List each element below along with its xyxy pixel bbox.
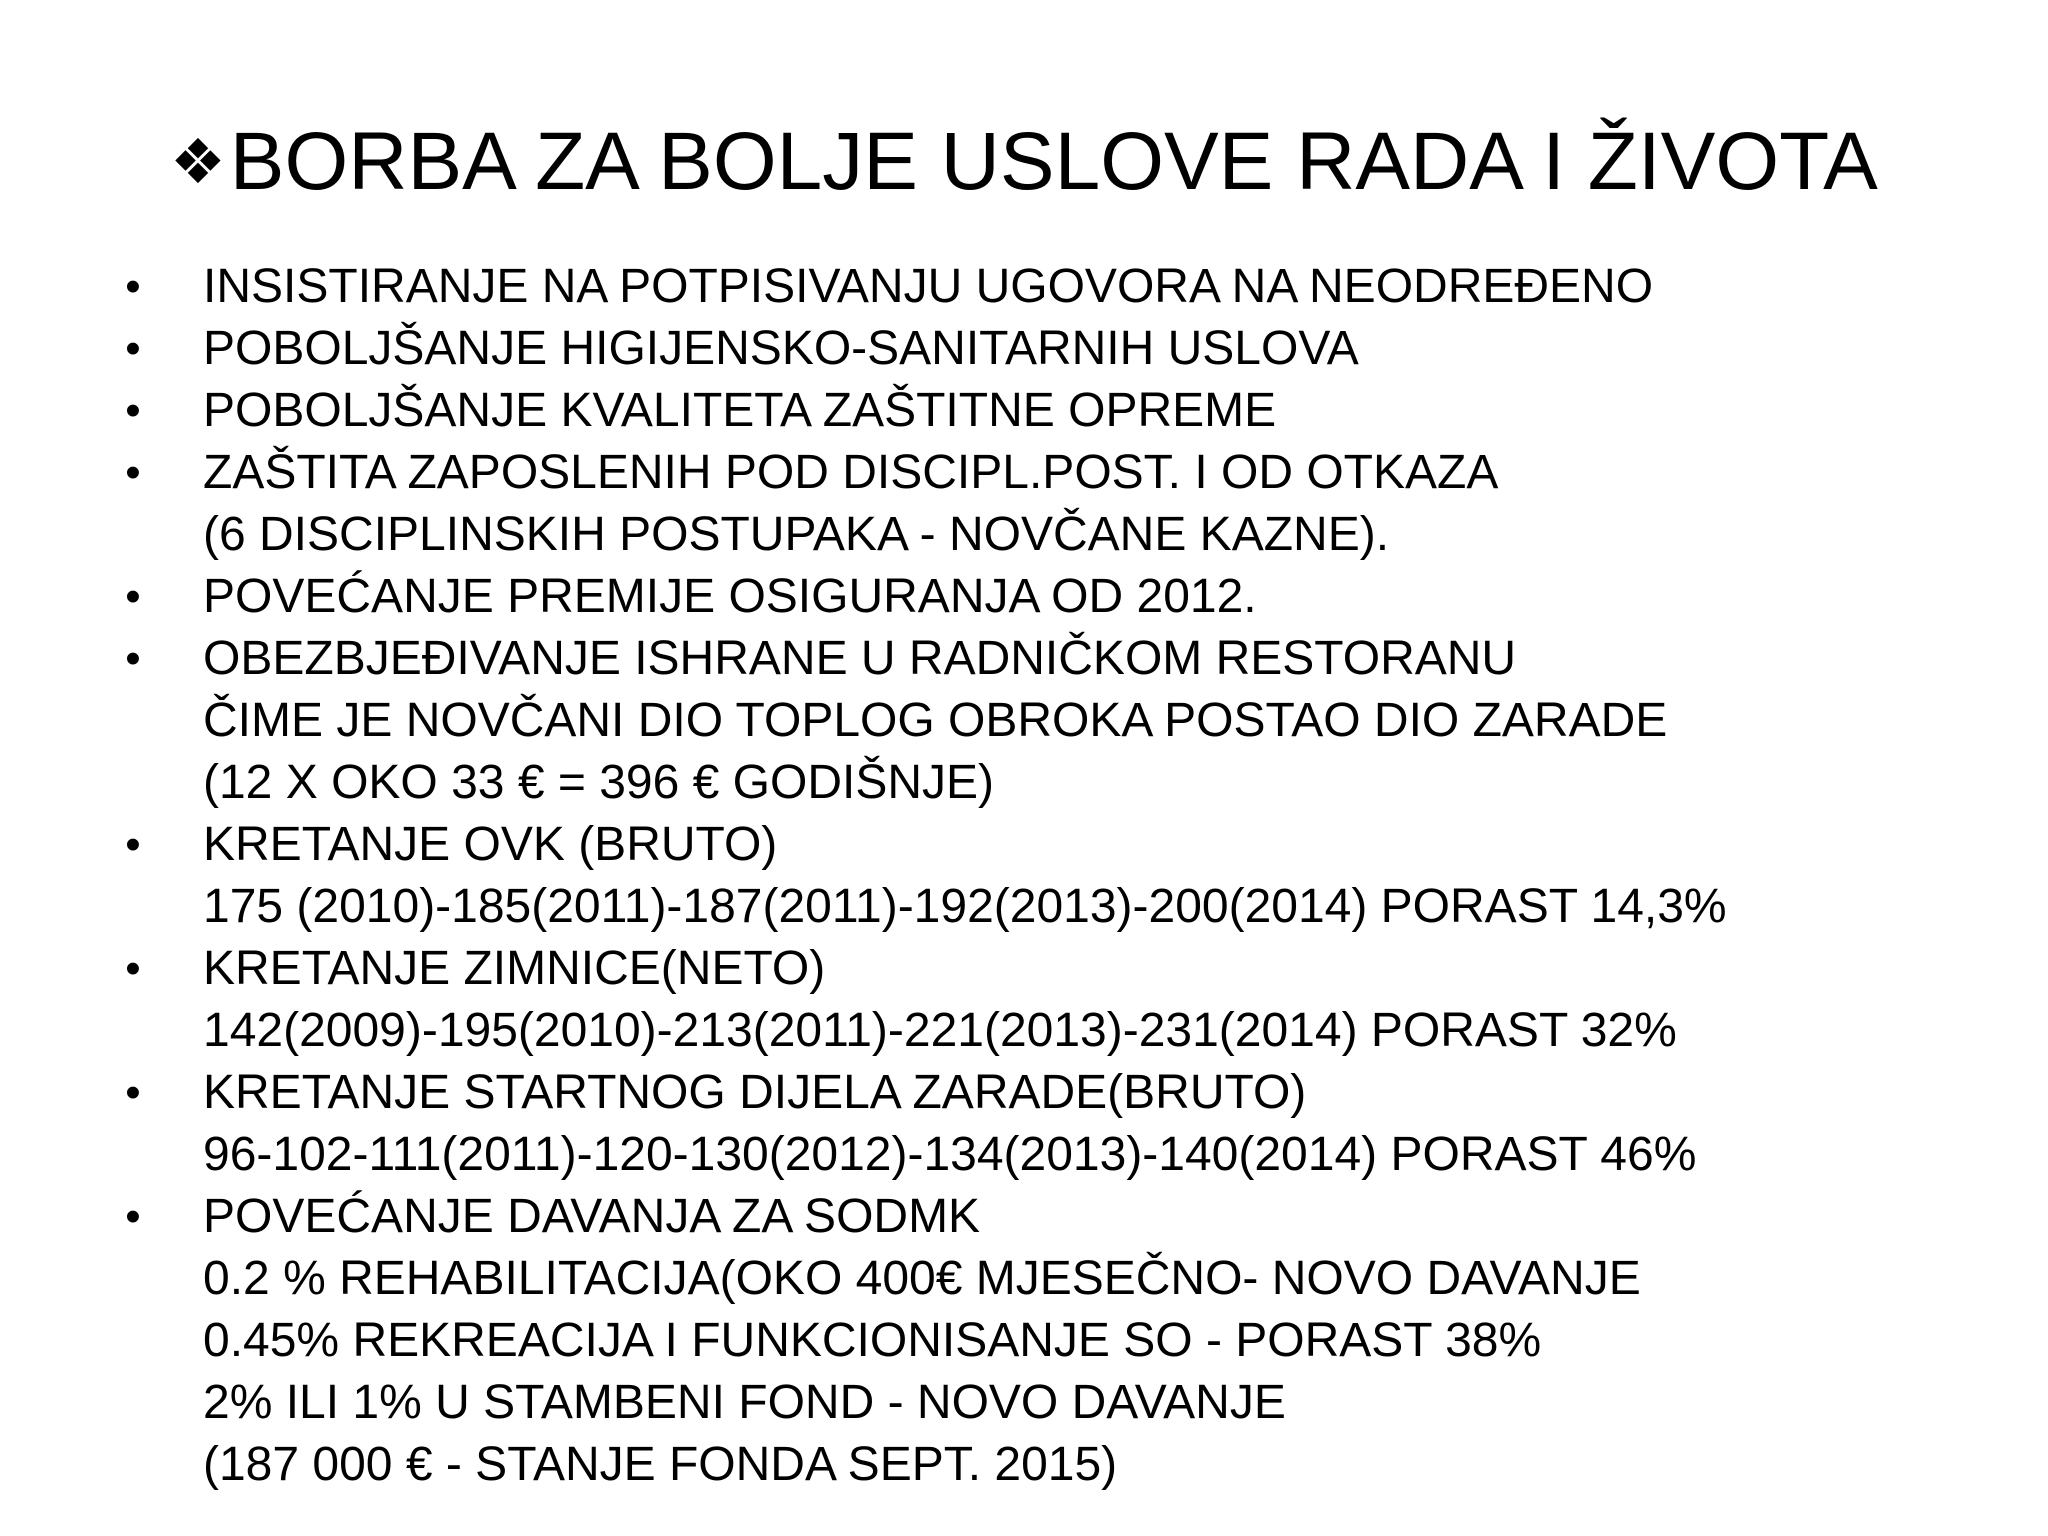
bullet-item-line: ZAŠTITA ZAPOSLENIH POD DISCIPL.POST. I OD OTKAZA (203, 446, 1499, 499)
bullet-dot-icon: • (125, 944, 141, 993)
bullet-item (118, 380, 1998, 442)
bullet-item-line: (12 X OKO 33 € = 396 € GODIŠNJE) (203, 756, 995, 809)
bullet-dot-icon: • (125, 572, 141, 621)
bullet-item-line: INSISTIRANJE NA POTPISIVANJU UGOVORA NA NEODREĐENO (203, 260, 1654, 313)
bullet-item (118, 938, 1998, 1062)
bullet-item-line: (6 DISCIPLINSKIH POSTUPAKA - NOVČANE KAZNE). (203, 508, 1390, 561)
bullet-item-line: KRETANJE ZIMNICE(NETO) (203, 942, 826, 995)
diamond-bullet-icon: ❖ (170, 128, 226, 197)
bullet-item-line: POBOLJŠANJE KVALITETA ZAŠTITNE OPREME (203, 384, 1277, 437)
bullet-item-line: KRETANJE OVK (BRUTO) (203, 818, 778, 871)
bullet-item (118, 318, 1998, 380)
bullet-item (118, 256, 1998, 318)
bullet-dot-icon: • (125, 324, 141, 373)
bullet-item-line: (187 000 € - STANJE FONDA SEPT. 2015) (203, 1438, 1118, 1491)
bullet-dot-icon: • (125, 634, 141, 683)
bullet-dot-icon: • (125, 1068, 141, 1117)
bullet-dot-icon: • (125, 386, 141, 435)
bullet-item-line: KRETANJE STARTNOG DIJELA ZARADE(BRUTO) (203, 1066, 1307, 1119)
bullet-item-line: OBEZBJEĐIVANJE ISHRANE U RADNIČKOM RESTORANU (203, 632, 1517, 685)
slide-title (0, 112, 2048, 213)
bullet-item-line: 175 (2010)-185(2011)-187(2011)-192(2013)-200(2014) PORAST 14,3% (203, 880, 1727, 933)
bullet-item-line: POVEĆANJE DAVANJA ZA SODMK (203, 1190, 981, 1243)
bullet-item-line: POBOLJŠANJE HIGIJENSKO-SANITARNIH USLOVA (203, 322, 1359, 375)
bullet-item-line: POVEĆANJE PREMIJE OSIGURANJA OD 2012. (203, 570, 1257, 623)
bullet-item-line: 0.2 % REHABILITACIJA(OKO 400€ MJESEČNO- NOVO DAVANJE (203, 1252, 1641, 1305)
bullet-item-line: 142(2009)-195(2010)-213(2011)-221(2013)-231(2014) PORAST 32% (203, 1004, 1677, 1057)
bullet-item (118, 814, 1998, 938)
bullet-item-line: 96-102-111(2011)-120-130(2012)-134(2013)-140(2014) PORAST 46% (203, 1128, 1697, 1181)
bullet-dot-icon: • (125, 262, 141, 311)
bullet-dot-icon: • (125, 448, 141, 497)
bullet-list (118, 256, 1998, 1496)
bullet-item-line: 2% ILI 1% U STAMBENI FOND - NOVO DAVANJE (203, 1376, 1286, 1429)
bullet-dot-icon: • (125, 820, 141, 869)
bullet-item (118, 566, 1998, 628)
bullet-dot-icon: • (125, 1192, 141, 1241)
slide-title-text: BORBA ZA BOLJE USLOVE RADA I ŽIVOTA (229, 116, 1878, 207)
bullet-item (118, 1062, 1998, 1186)
bullet-item (118, 1186, 1998, 1496)
bullet-item-line: 0.45% REKREACIJA I FUNKCIONISANJE SO - PORAST 38% (203, 1314, 1542, 1367)
bullet-item (118, 442, 1998, 566)
bullet-item-line: ČIME JE NOVČANI DIO TOPLOG OBROKA POSTAO DIO ZARADE (203, 694, 1668, 747)
bullet-item (118, 628, 1998, 814)
